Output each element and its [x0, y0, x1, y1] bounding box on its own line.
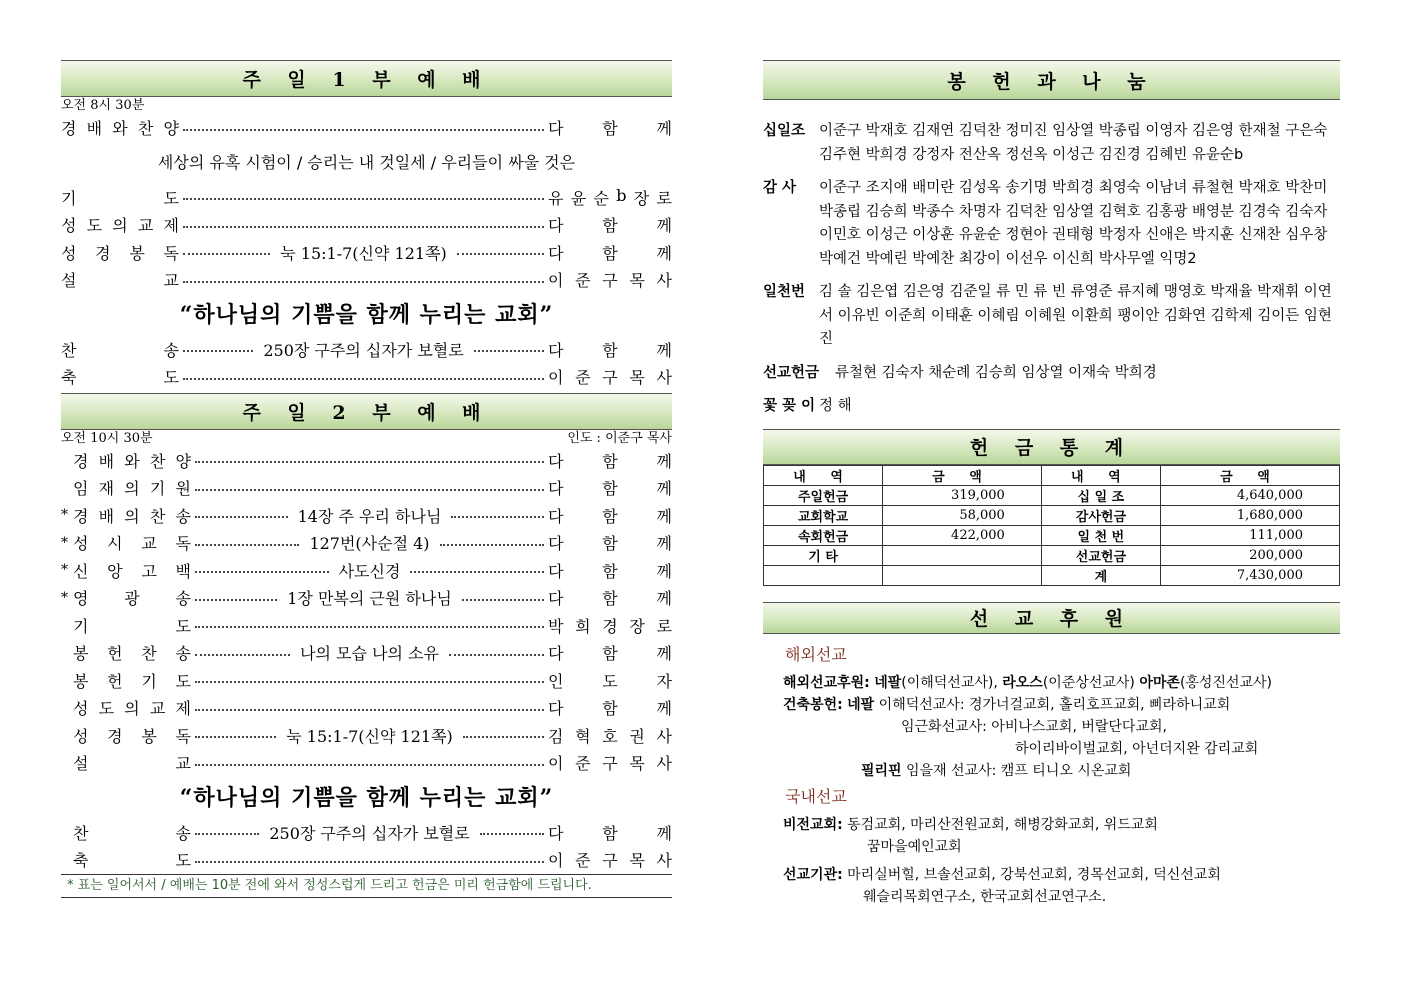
leader-dots: [195, 833, 259, 835]
stats-header: 내 역: [1041, 465, 1160, 485]
offering-group-label: 선교헌금: [763, 364, 820, 381]
stats-header: 금 액: [883, 465, 1042, 485]
domestic-mission-heading: 국내선교: [785, 786, 847, 806]
order-label: 경 배 와 찬 양: [73, 451, 191, 471]
stats-row: [764, 505, 1340, 525]
offering-group-label: 감 사: [763, 180, 797, 196]
church-motto: “하나님의 기쁨을 함께 누리는 교회”: [179, 301, 554, 328]
offering-group: [763, 120, 1340, 167]
worship-order-row: [61, 184, 672, 212]
order-person: 이 준 구 목 사: [548, 851, 672, 871]
offering-title: 봉 헌 과 나 눔: [763, 60, 1340, 100]
order-label: 찬 송: [73, 823, 191, 843]
worship-order-row: [61, 557, 672, 585]
hymn-lyric-line: 세상의 유혹 시험이 / 승리는 내 것일세 / 우리들이 싸울 것은: [157, 152, 576, 172]
stats-amount: 111,000: [1160, 525, 1339, 545]
service2-leader: 인도 : 이준구 목사: [567, 430, 672, 446]
stats-amount: [883, 545, 1042, 565]
stats-row: [764, 565, 1340, 585]
order-person: 인 도 자: [548, 671, 672, 691]
order-label: 영 광 송: [73, 589, 191, 609]
leader-dots: [195, 544, 299, 546]
worship-order-row: [61, 584, 672, 612]
order-detail: 나의 모습 나의 소유: [300, 644, 439, 664]
mission-support: [763, 644, 1340, 908]
leader-dots: [451, 516, 544, 518]
leader-dots: [457, 253, 544, 255]
order-label: 봉 헌 찬 송: [73, 644, 191, 664]
order-detail: 127번(사순절 4): [309, 534, 430, 554]
leader-dots: [410, 571, 544, 573]
stats-amount: 7,430,000: [1160, 565, 1339, 585]
order-label: 기 도: [61, 188, 179, 208]
order-label: 성 경 봉 독: [73, 726, 191, 746]
worship-order-row: [61, 239, 672, 267]
service-note: * 표는 일어서서 / 예배는 10분 전에 와서 정성스럽게 드리고 헌금은 미리 헌금함에 드립니다.: [61, 874, 672, 898]
service2-title: 주 일 2 부 예 배: [61, 393, 672, 430]
order-person: 다 함 께: [548, 340, 673, 360]
worship-order-row: [61, 612, 672, 640]
order-person: 박 희 경 장 로: [548, 616, 672, 636]
worship-order-row: [61, 667, 672, 695]
offering-group: [763, 395, 1340, 419]
stats-amount: 4,640,000: [1160, 485, 1339, 505]
building-support-line: 건축봉헌: 네팔 이해덕선교사: 경가너걸교회, 홀리호프교회, 삐라하니교회: [783, 696, 1231, 713]
leader-dots: [480, 833, 544, 835]
order-label: 성 시 교 독: [73, 534, 191, 554]
stats-amount: 319,000: [883, 485, 1042, 505]
leader-dots: [195, 571, 329, 573]
stats-category: 일 천 번: [1041, 525, 1160, 545]
leader-dots: [195, 489, 544, 491]
order-person: 다 함 께: [548, 119, 672, 139]
order-detail: 1장 만복의 근원 하나님: [287, 589, 452, 609]
stats-title: 헌 금 통 계: [763, 429, 1340, 465]
stats-category: 기 타: [764, 545, 883, 565]
order-label: 봉 헌 기 도: [73, 671, 191, 691]
worship-order-row: [61, 266, 672, 294]
leader-dots: [183, 350, 253, 352]
leader-dots: [183, 281, 544, 283]
offering-group-names: 이준구 박재호 김재연 김덕찬 정미진 임상열 박종립 이영자 김은영 한재철 구은숙 김주현 박희경 강정자 전산옥 정선옥 이성근 김진경 김혜빈 유윤순b: [819, 123, 1328, 163]
stand-marker: *: [61, 562, 68, 579]
order-person: 이 준 구 목 사: [548, 368, 672, 388]
building-support-line-3: 하이리바이벌교회, 아넌더지완 감리교회: [1015, 740, 1259, 757]
leader-dots: [183, 129, 544, 131]
stand-marker: *: [61, 534, 68, 551]
building-support-line-2: 임근화선교사: 아비나스교회, 버랄단다교회,: [901, 718, 1167, 735]
offering-stats-table: [763, 465, 1340, 586]
offering-group: [763, 362, 1340, 386]
offering-group-names: 이준구 조지애 배미란 김성옥 송기명 박희경 최영숙 이남녀 류철현 박재호 박찬미 박종립 김승희 박종수 차명자 김덕찬 임상열 김혁호 김홍광 배영분 김경숙 김숙자 이민호 이성근 이상훈 유윤순 정현아 권태형 박정자 신애은 박지훈 신재찬 심우창 박예건 박예린 박예찬 최강이 이선우 이신희 박사무엘 익명2: [819, 180, 1328, 267]
worship-order-row: [61, 502, 672, 530]
stats-header: 금 액: [1160, 465, 1339, 485]
order-person: 다 함 께: [548, 699, 672, 719]
order-label: 임 재 의 기 원: [73, 479, 191, 499]
order-person: 다 함 께: [548, 644, 672, 664]
worship-order-row: [61, 749, 672, 777]
stats-category: 교회학교: [764, 505, 883, 525]
service2-time: 오전 10시 30분: [61, 430, 153, 446]
stats-row: [764, 485, 1340, 505]
order-detail: 14장 주 우리 하나님: [297, 506, 442, 526]
order-person: 유 윤 순 b 장 로: [548, 185, 672, 208]
stand-marker: *: [61, 507, 68, 524]
worship-order-row: [61, 474, 672, 502]
offering-column: [763, 60, 1340, 908]
offering-group-names: 정 해: [819, 398, 852, 414]
overseas-mission-heading: 해외선교: [785, 644, 847, 664]
order-detail: 눅 15:1-7(신약 121쪽): [286, 726, 453, 746]
order-person: 이 준 구 목 사: [548, 271, 672, 291]
order-person: 다 함 께: [548, 589, 673, 609]
stats-category: 계: [1041, 565, 1160, 585]
leader-dots: [463, 736, 544, 738]
stats-amount: [883, 565, 1042, 585]
order-label: 성 도 의 교 제: [61, 216, 179, 236]
leader-dots: [183, 226, 544, 228]
order-detail: 눅 15:1-7(신약 121쪽): [280, 243, 447, 263]
order-label: 신 앙 고 백: [73, 561, 191, 581]
service1-title: 주 일 1 부 예 배: [61, 60, 672, 97]
mission-title: 선 교 후 원: [763, 602, 1340, 634]
service1-time: 오전 8시 30분: [61, 98, 145, 113]
stats-amount: 58,000: [883, 505, 1042, 525]
worship-order-row: [61, 336, 672, 364]
worship-order-column: [61, 60, 672, 898]
leader-dots: [195, 861, 544, 863]
order-person: 김 혁 호 권 사: [548, 726, 672, 746]
worship-order-row: [61, 363, 672, 391]
offering-group-label: 꽃 꽂 이: [763, 398, 816, 414]
leader-dots: [195, 681, 544, 683]
philippines-line: 필리핀 임을재 선교사: 캠프 티니오 시온교회: [861, 762, 1132, 779]
leader-dots: [195, 736, 276, 738]
stats-header: 내 역: [764, 465, 883, 485]
stats-category: 선교헌금: [1041, 545, 1160, 565]
stats-amount: 1,680,000: [1160, 505, 1339, 525]
order-person: 다 함 께: [548, 479, 672, 499]
order-label: 축 도: [61, 368, 179, 388]
leader-dots: [449, 654, 544, 656]
leader-dots: [195, 709, 544, 711]
worship-order-row: [61, 114, 672, 142]
leader-dots: [474, 350, 544, 352]
stats-category: 감사헌금: [1041, 505, 1160, 525]
church-motto-2: “하나님의 기쁨을 함께 누리는 교회”: [179, 784, 554, 811]
stats-category: 주일헌금: [764, 485, 883, 505]
vision-church-line: 비전교회: 동검교회, 마리산전원교회, 해병강화교회, 위드교회: [783, 816, 1158, 833]
order-label: 기 도: [73, 616, 191, 636]
mission-org-line-2: 웨슬리목회연구소, 한국교회선교연구소.: [863, 888, 1107, 905]
offering-group: [763, 281, 1340, 352]
worship-order-row: [61, 639, 672, 667]
stats-category: 속회헌금: [764, 525, 883, 545]
order-person: 다 함 께: [548, 216, 672, 236]
order-label: 성 경 봉 독: [61, 243, 179, 263]
mission-org-line: 선교기관: 마리실버힐, 브솔선교회, 강북선교회, 경목선교회, 덕신선교회: [783, 866, 1221, 883]
order-person: 이 준 구 목 사: [548, 754, 672, 774]
order-person: 다 함 께: [548, 243, 673, 263]
leader-dots: [462, 599, 544, 601]
worship-order-row: [61, 211, 672, 239]
order-person: 다 함 께: [548, 561, 673, 581]
leader-dots: [195, 626, 544, 628]
order-detail: 250장 구주의 십자가 보혈로: [269, 823, 470, 843]
offering-group-label: 십일조: [763, 123, 806, 139]
order-person: 다 함 께: [548, 823, 673, 843]
order-label: 축 도: [73, 851, 191, 871]
offering-group-label: 일천번: [763, 284, 806, 300]
leader-dots: [183, 253, 270, 255]
order-label: 설 교: [73, 754, 191, 774]
worship-order-row: [61, 819, 672, 847]
worship-order-row: [61, 846, 672, 874]
offering-group-names: 류철현 김숙자 채순례 김승희 임상열 이재숙 박희경: [835, 364, 1157, 381]
order-label: 찬 송: [61, 340, 179, 360]
stats-row: [764, 525, 1340, 545]
stand-marker: *: [61, 589, 68, 606]
order-label: 성 도 의 교 제: [73, 699, 191, 719]
offering-group: [763, 177, 1340, 271]
order-person: 다 함 께: [548, 451, 672, 471]
order-person: 다 함 께: [548, 534, 672, 554]
order-person: 다 함 께: [548, 506, 672, 526]
order-detail: 250장 구주의 십자가 보혈로: [263, 340, 464, 360]
overseas-support-line: 해외선교후원: 네팔(이해덕선교사), 라오스(이준상선교사) 아마존(홍성진선교사): [783, 674, 1273, 691]
order-detail: 사도신경: [338, 561, 401, 581]
leader-dots: [195, 516, 288, 518]
leader-dots: [195, 764, 544, 766]
stats-category: 십 일 조: [1041, 485, 1160, 505]
stats-amount: 422,000: [883, 525, 1042, 545]
offering-group-names: 김 솔 김은엽 김은영 김준일 류 민 류 빈 류영준 류지혜 맹영호 박재율 박재휘 이연서 이유빈 이준희 이태훈 이혜림 이혜원 이환희 팽이안 김화연 김학제 김이든 임현진: [819, 284, 1332, 347]
worship-order-row: [61, 694, 672, 722]
leader-dots: [195, 461, 544, 463]
worship-order-row: [61, 447, 672, 475]
order-label: 경 배 와 찬 양: [61, 119, 179, 139]
vision-church-line-2: 꿈마을예인교회: [867, 838, 962, 855]
stats-row: [764, 545, 1340, 565]
leader-dots: [440, 544, 544, 546]
leader-dots: [195, 599, 277, 601]
leader-dots: [183, 378, 544, 380]
worship-order-row: [61, 722, 672, 750]
worship-order-row: [61, 529, 672, 557]
order-label: 설 교: [61, 271, 179, 291]
stats-amount: 200,000: [1160, 545, 1339, 565]
leader-dots: [183, 198, 544, 200]
leader-dots: [195, 654, 290, 656]
stats-category: [764, 565, 883, 585]
order-label: 경 배 의 찬 송: [73, 506, 191, 526]
